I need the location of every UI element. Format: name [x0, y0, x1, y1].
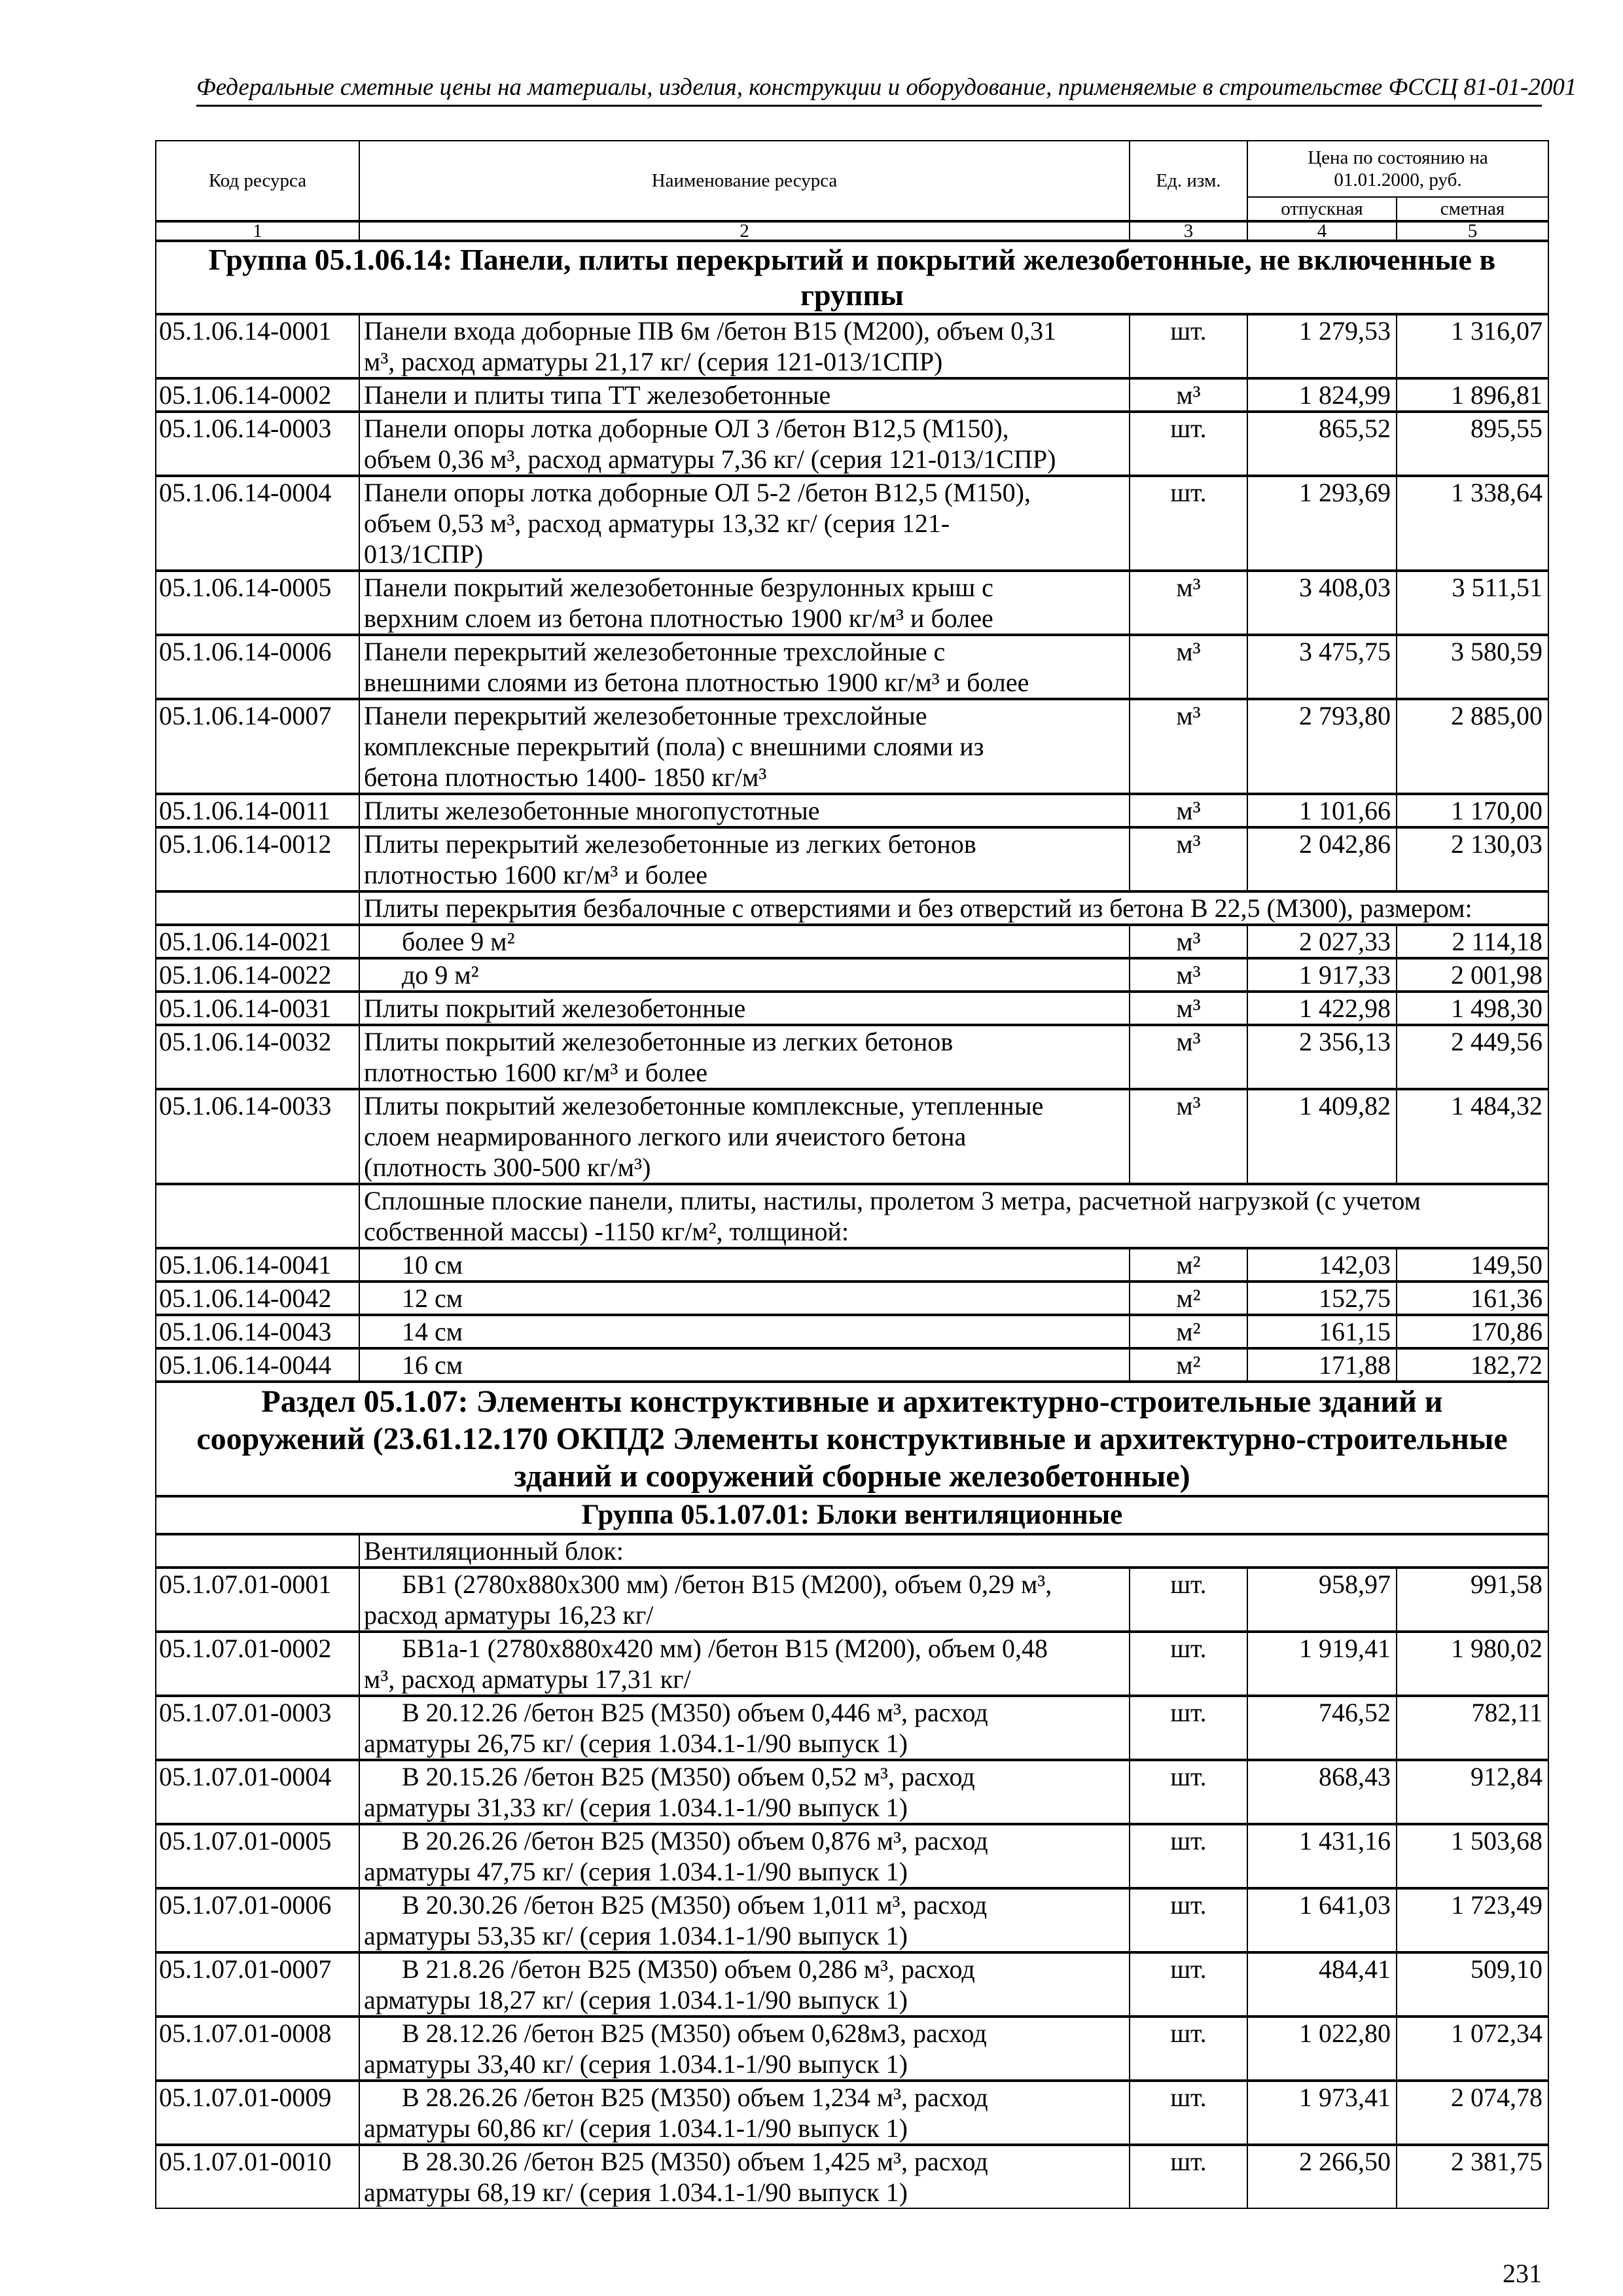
estimate-price: 149,50 [1397, 1248, 1548, 1282]
unit: шт. [1130, 476, 1247, 571]
resource-name: Панели входа доборные ПВ 6м /бетон В15 (М200), объем 0,31 м³, расход арматуры 21,17 кг/ (серия 121-013/1СПР) [359, 314, 1130, 378]
header-rule [196, 105, 1542, 107]
table-row [156, 958, 1548, 992]
unit: м³ [1130, 635, 1247, 699]
resource-code: 05.1.06.14-0041 [156, 1248, 359, 1282]
resource-code: 05.1.06.14-0012 [156, 827, 359, 891]
column-number: 1 [156, 221, 359, 241]
subheading-row [156, 1534, 1548, 1568]
estimate-price: 2 449,56 [1397, 1025, 1548, 1089]
resource-name: Панели опоры лотка доборные ОЛ 5-2 /бетон В12,5 (М150), объем 0,53 м³, расход арматуры 13,32 кг/ (серия 121- 013/1СПР) [359, 476, 1130, 571]
resource-name: Плиты перекрытий железобетонные из легких бетонов плотностью 1600 кг/м³ и более [359, 827, 1130, 891]
resource-name: Панели покрытий железобетонные безрулонных крыш с верхним слоем из бетона плотностью 1900 кг/м³ и более [359, 571, 1130, 635]
table-row [156, 1315, 1548, 1348]
unit: м² [1130, 1315, 1247, 1348]
header-estimate-price: сметная [1397, 197, 1548, 221]
resource-code: 05.1.06.14-0031 [156, 992, 359, 1025]
resource-code: 05.1.07.01-0006 [156, 1888, 359, 1952]
release-price: 152,75 [1247, 1282, 1397, 1315]
column-number: 5 [1397, 221, 1548, 241]
resource-name: 10 см [359, 1248, 1130, 1282]
group-title: Группа 05.1.07.01: Блоки вентиляционные [156, 1496, 1548, 1534]
unit: м² [1130, 1348, 1247, 1382]
unit: м³ [1130, 925, 1247, 958]
resource-code: 05.1.07.01-0005 [156, 1824, 359, 1888]
table-header [156, 141, 1548, 241]
unit: м³ [1130, 794, 1247, 827]
resource-code: 05.1.07.01-0002 [156, 1632, 359, 1696]
release-price: 484,41 [1247, 1952, 1397, 2017]
resource-code: 05.1.06.14-0001 [156, 314, 359, 378]
unit: м³ [1130, 1089, 1247, 1184]
resource-code: 05.1.07.01-0008 [156, 2017, 359, 2081]
resource-code: 05.1.06.14-0042 [156, 1282, 359, 1315]
resource-name: Плиты покрытий железобетонные [359, 992, 1130, 1025]
table-row [156, 1952, 1548, 2017]
unit: м³ [1130, 571, 1247, 635]
resource-code: 05.1.07.01-0004 [156, 1760, 359, 1824]
release-price: 3 475,75 [1247, 635, 1397, 699]
table-body [156, 241, 1548, 2208]
resource-name: БВ1а-1 (2780х880х420 мм) /бетон В15 (М200), объем 0,48 м³, расход арматуры 17,31 кг/ [359, 1632, 1130, 1696]
estimate-price: 895,55 [1397, 412, 1548, 476]
table-row [156, 1248, 1548, 1282]
unit: м³ [1130, 1025, 1247, 1089]
running-header: Федеральные сметные цены на материалы, изделия, конструкции и оборудование, применяемые в строительстве ФССЦ 81-01-2001 [196, 74, 1577, 101]
resource-name: В 20.12.26 /бетон В25 (М350) объем 0,446 м³, расход арматуры 26,75 кг/ (серия 1.034.1-1/90 выпуск 1) [359, 1696, 1130, 1760]
table-row [156, 992, 1548, 1025]
table-row [156, 1348, 1548, 1382]
estimate-price: 1 896,81 [1397, 378, 1548, 412]
estimate-price: 1 170,00 [1397, 794, 1548, 827]
resource-name: Плиты покрытий железобетонные из легких бетонов плотностью 1600 кг/м³ и более [359, 1025, 1130, 1089]
resource-code: 05.1.07.01-0010 [156, 2145, 359, 2208]
unit: шт. [1130, 2017, 1247, 2081]
column-number: 3 [1130, 221, 1247, 241]
estimate-price: 170,86 [1397, 1315, 1548, 1348]
release-price: 1 917,33 [1247, 958, 1397, 992]
resource-code: 05.1.07.01-0009 [156, 2081, 359, 2145]
unit: шт. [1130, 1696, 1247, 1760]
release-price: 1 919,41 [1247, 1632, 1397, 1696]
resource-code: 05.1.06.14-0004 [156, 476, 359, 571]
resource-code: 05.1.07.01-0001 [156, 1568, 359, 1632]
release-price: 3 408,03 [1247, 571, 1397, 635]
unit: м² [1130, 1248, 1247, 1282]
table-row [156, 412, 1548, 476]
unit: шт. [1130, 412, 1247, 476]
release-price: 746,52 [1247, 1696, 1397, 1760]
unit: м³ [1130, 699, 1247, 794]
estimate-price: 2 114,18 [1397, 925, 1548, 958]
resource-name: более 9 м² [359, 925, 1130, 958]
estimate-price: 3 511,51 [1397, 571, 1548, 635]
table-row [156, 314, 1548, 378]
resource-name: Панели и плиты типа ТТ железобетонные [359, 378, 1130, 412]
estimate-price: 509,10 [1397, 1952, 1548, 2017]
table-row [156, 794, 1548, 827]
unit: шт. [1130, 314, 1247, 378]
release-price: 2 266,50 [1247, 2145, 1397, 2208]
resource-name: БВ1 (2780х880х300 мм) /бетон В15 (М200), объем 0,29 м³, расход арматуры 16,23 кг/ [359, 1568, 1130, 1632]
table-row [156, 1888, 1548, 1952]
release-price: 1 101,66 [1247, 794, 1397, 827]
resource-code: 05.1.06.14-0022 [156, 958, 359, 992]
release-price: 2 356,13 [1247, 1025, 1397, 1089]
resource-code: 05.1.07.01-0007 [156, 1952, 359, 2017]
group-heading-row [156, 1496, 1548, 1534]
release-price: 1 293,69 [1247, 476, 1397, 571]
unit: м³ [1130, 378, 1247, 412]
estimate-price: 1 498,30 [1397, 992, 1548, 1025]
release-price: 161,15 [1247, 1315, 1397, 1348]
estimate-price: 1 338,64 [1397, 476, 1548, 571]
release-price: 1 409,82 [1247, 1089, 1397, 1184]
release-price: 1 824,99 [1247, 378, 1397, 412]
empty-code-cell [156, 1534, 359, 1568]
resource-name: В 20.26.26 /бетон В25 (М350) объем 0,876 м³, расход арматуры 47,75 кг/ (серия 1.034.1-1/90 выпуск 1) [359, 1824, 1130, 1888]
resource-name: В 20.30.26 /бетон В25 (М350) объем 1,011 м³, расход арматуры 53,35 кг/ (серия 1.034.1-1/90 выпуск 1) [359, 1888, 1130, 1952]
resource-name: Плиты железобетонные многопустотные [359, 794, 1130, 827]
table-row [156, 571, 1548, 635]
estimate-price: 1 316,07 [1397, 314, 1548, 378]
table-row [156, 1568, 1548, 1632]
estimate-price: 2 381,75 [1397, 2145, 1548, 2208]
table-row [156, 1282, 1548, 1315]
release-price: 865,52 [1247, 412, 1397, 476]
table-row [156, 1025, 1548, 1089]
release-price: 2 042,86 [1247, 827, 1397, 891]
resource-code: 05.1.06.14-0044 [156, 1348, 359, 1382]
resource-code: 05.1.06.14-0002 [156, 378, 359, 412]
table-row [156, 1824, 1548, 1888]
table-row [156, 925, 1548, 958]
release-price: 1 431,16 [1247, 1824, 1397, 1888]
subheading-row [156, 1184, 1548, 1248]
release-price: 958,97 [1247, 1568, 1397, 1632]
unit: шт. [1130, 1568, 1247, 1632]
estimate-price: 1 723,49 [1397, 1888, 1548, 1952]
unit: шт. [1130, 2145, 1247, 2208]
release-price: 1 422,98 [1247, 992, 1397, 1025]
resource-name: Плиты покрытий железобетонные комплексные, утепленные слоем неармированного легкого или ячеистого бетона (плотность 300-500 кг/м³) [359, 1089, 1130, 1184]
resource-name: 12 см [359, 1282, 1130, 1315]
unit: шт. [1130, 1888, 1247, 1952]
resource-code: 05.1.06.14-0032 [156, 1025, 359, 1089]
unit: шт. [1130, 1760, 1247, 1824]
group-title: Группа 05.1.06.14: Панели, плиты перекрытий и покрытий железобетонные, не включенные в группы [156, 241, 1548, 314]
resource-name: 14 см [359, 1315, 1130, 1348]
unit: м³ [1130, 958, 1247, 992]
estimate-price: 1 503,68 [1397, 1824, 1548, 1888]
table-row [156, 1760, 1548, 1824]
resource-name: до 9 м² [359, 958, 1130, 992]
table-row [156, 378, 1548, 412]
price-table [155, 140, 1549, 2209]
release-price: 1 279,53 [1247, 314, 1397, 378]
resource-code: 05.1.06.14-0033 [156, 1089, 359, 1184]
resource-code: 05.1.06.14-0005 [156, 571, 359, 635]
estimate-price: 2 074,78 [1397, 2081, 1548, 2145]
estimate-price: 2 885,00 [1397, 699, 1548, 794]
resource-name: Панели перекрытий железобетонные трехслойные с внешними слоями из бетона плотностью 1900 кг/м³ и более [359, 635, 1130, 699]
subheading-text: Плиты перекрытия безбалочные с отверстиями и без отверстий из бетона В 22,5 (М300), размером: [359, 891, 1548, 925]
resource-code: 05.1.06.14-0007 [156, 699, 359, 794]
unit: шт. [1130, 1952, 1247, 2017]
release-price: 142,03 [1247, 1248, 1397, 1282]
resource-name: Панели перекрытий железобетонные трехслойные комплексные перекрытий (пола) с внешними слоями из бетона плотностью 1400- 1850 кг/м³ [359, 699, 1130, 794]
estimate-price: 2 130,03 [1397, 827, 1548, 891]
table-row [156, 2145, 1548, 2208]
column-number: 4 [1247, 221, 1397, 241]
table-row [156, 2081, 1548, 2145]
release-price: 1 973,41 [1247, 2081, 1397, 2145]
resource-code: 05.1.06.14-0006 [156, 635, 359, 699]
table-row [156, 2017, 1548, 2081]
unit: шт. [1130, 1824, 1247, 1888]
resource-name: В 28.26.26 /бетон В25 (М350) объем 1,234 м³, расход арматуры 60,86 кг/ (серия 1.034.1-1/90 выпуск 1) [359, 2081, 1130, 2145]
table-row [156, 476, 1548, 571]
table-row [156, 1696, 1548, 1760]
column-number: 2 [359, 221, 1130, 241]
subheading-text: Сплошные плоские панели, плиты, настилы, пролетом 3 метра, расчетной нагрузкой (с учетом собственной массы) -1150 кг/м², толщиной: [359, 1184, 1548, 1248]
unit: м² [1130, 1282, 1247, 1315]
header-unit: Ед. изм. [1130, 141, 1247, 221]
estimate-price: 161,36 [1397, 1282, 1548, 1315]
release-price: 2 027,33 [1247, 925, 1397, 958]
resource-code: 05.1.07.01-0003 [156, 1696, 359, 1760]
table-row [156, 1089, 1548, 1184]
release-price: 868,43 [1247, 1760, 1397, 1824]
unit: м³ [1130, 827, 1247, 891]
unit: шт. [1130, 1632, 1247, 1696]
estimate-price: 2 001,98 [1397, 958, 1548, 992]
estimate-price: 1 072,34 [1397, 2017, 1548, 2081]
estimate-price: 3 580,59 [1397, 635, 1548, 699]
resource-name: Панели опоры лотка доборные ОЛ 3 /бетон В12,5 (М150), объем 0,36 м³, расход арматуры 7,36 кг/ (серия 121-013/1СПР) [359, 412, 1130, 476]
resource-code: 05.1.06.14-0011 [156, 794, 359, 827]
resource-name: 16 см [359, 1348, 1130, 1382]
estimate-price: 1 980,02 [1397, 1632, 1548, 1696]
resource-code: 05.1.06.14-0043 [156, 1315, 359, 1348]
table-row [156, 827, 1548, 891]
estimate-price: 782,11 [1397, 1696, 1548, 1760]
header-name: Наименование ресурса [359, 141, 1130, 221]
release-price: 1 641,03 [1247, 1888, 1397, 1952]
estimate-price: 991,58 [1397, 1568, 1548, 1632]
subheading-text: Вентиляционный блок: [359, 1534, 1548, 1568]
estimate-price: 182,72 [1397, 1348, 1548, 1382]
resource-name: В 28.30.26 /бетон В25 (М350) объем 1,425 м³, расход арматуры 68,19 кг/ (серия 1.034.1-1/90 выпуск 1) [359, 2145, 1130, 2208]
section-title: Раздел 05.1.07: Элементы конструктивные и архитектурно-строительные зданий и сооружений (23.61.12.170 ОКПД2 Элементы конструктивные и архитектурно-строительные зданий и сооружений сборные железобетонные) [156, 1382, 1548, 1496]
header-price: Цена по состоянию на 01.01.2000, руб. [1247, 141, 1548, 197]
section-heading-row [156, 1382, 1548, 1496]
resource-name: В 21.8.26 /бетон В25 (М350) объем 0,286 м³, расход арматуры 18,27 кг/ (серия 1.034.1-1/90 выпуск 1) [359, 1952, 1130, 2017]
resource-code: 05.1.06.14-0021 [156, 925, 359, 958]
unit: м³ [1130, 992, 1247, 1025]
header-release-price: отпускная [1247, 197, 1397, 221]
table-row [156, 699, 1548, 794]
resource-code: 05.1.06.14-0003 [156, 412, 359, 476]
empty-code-cell [156, 891, 359, 925]
release-price: 1 022,80 [1247, 2017, 1397, 2081]
empty-code-cell [156, 1184, 359, 1248]
group-heading-row [156, 241, 1548, 314]
release-price: 2 793,80 [1247, 699, 1397, 794]
estimate-price: 1 484,32 [1397, 1089, 1548, 1184]
estimate-price: 912,84 [1397, 1760, 1548, 1824]
header-code: Код ресурса [156, 141, 359, 221]
table-row [156, 635, 1548, 699]
page-number: 231 [1503, 2259, 1542, 2288]
subheading-row [156, 891, 1548, 925]
resource-name: В 28.12.26 /бетон В25 (М350) объем 0,628м3, расход арматуры 33,40 кг/ (серия 1.034.1-1/90 выпуск 1) [359, 2017, 1130, 2081]
unit: шт. [1130, 2081, 1247, 2145]
table-row [156, 1632, 1548, 1696]
release-price: 171,88 [1247, 1348, 1397, 1382]
resource-name: В 20.15.26 /бетон В25 (М350) объем 0,52 м³, расход арматуры 31,33 кг/ (серия 1.034.1-1/90 выпуск 1) [359, 1760, 1130, 1824]
